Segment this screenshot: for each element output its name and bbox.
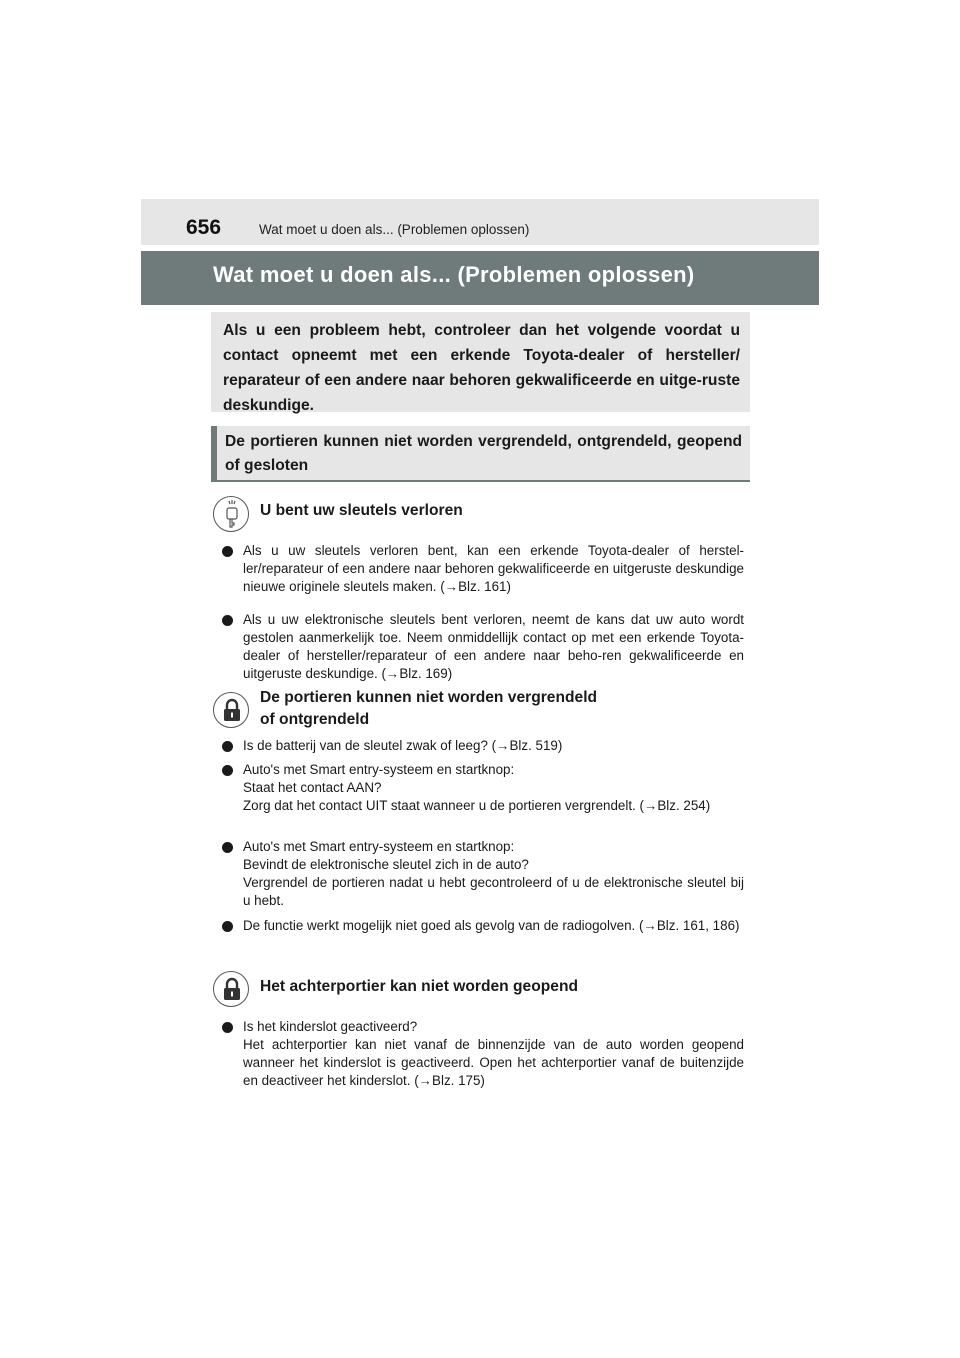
list-item: De functie werkt mogelijk niet goed als gevolg van de radiogolven. (→Blz. 161, 186) xyxy=(222,917,744,935)
bullet-icon xyxy=(222,1022,233,1033)
bullet-icon xyxy=(222,546,233,557)
running-header-title: Wat moet u doen als... (Problemen oplossen) xyxy=(259,222,530,237)
bullet-icon xyxy=(222,842,233,853)
bullet-icon xyxy=(222,765,233,776)
intro-box xyxy=(211,312,750,412)
topic-heading-lost-keys: U bent uw sleutels verloren xyxy=(260,502,463,519)
section-heading-box xyxy=(211,426,750,482)
list-item: Auto's met Smart entry-systeem en startknop: Staat het contact AAN? Zorg dat het contact UIT staat wanneer u de portieren vergrendelt. (→Blz. 254) xyxy=(222,761,744,815)
bullet-icon xyxy=(222,615,233,626)
intro-text: Als u een probleem hebt, controleer dan het volgende voordat u contact opneemt met een erkende Toyota-dealer of hersteller/ reparateur of een andere naar behoren gekwalificeerde en uitge-ruste deskundige. xyxy=(223,322,740,414)
page-number: 656 xyxy=(186,216,222,239)
list-item: Is de batterij van de sleutel zwak of leeg? (→Blz. 519) xyxy=(222,737,744,755)
bullet-icon xyxy=(222,921,233,932)
list-item: Auto's met Smart entry-systeem en startknop: Bevindt de elektronische sleutel zich in de auto? Vergrendel de portieren nadat u hebt gecontroleerd of u de elektronische sleutel bij u hebt. xyxy=(222,838,744,910)
topic-heading-back-door: Het achterportier kan niet worden geopend xyxy=(260,978,578,995)
topic-heading-doors-lock: De portieren kunnen niet worden vergrendeld of ontgrendeld xyxy=(260,689,598,728)
list-item: Is het kinderslot geactiveerd? Het achterportier kan niet vanaf de binnenzijde van de auto worden geopend wanneer het kinderslot is geactiveerd. Open het achterportier vanaf de buitenzijde en deactiveer het kinderslot. (→Blz. 175) xyxy=(222,1018,744,1090)
list-item: Als u uw elektronische sleutels bent verloren, neemt de kans dat uw auto wordt gestolen aanmerkelijk toe. Neem onmiddellijk contact op met een erkende Toyota-dealer of hersteller/reparateur of een andere naar beho-ren gekwalificeerde en uitgeruste deskundige. (→Blz. 169) xyxy=(222,611,744,683)
lock-icon xyxy=(213,692,249,728)
bullet-icon xyxy=(222,741,233,752)
key-icon xyxy=(213,496,249,532)
chapter-title: Wat moet u doen als... (Problemen oplossen) xyxy=(213,262,695,287)
section-heading: De portieren kunnen niet worden vergrendeld, ontgrendeld, geopend of gesloten xyxy=(225,433,742,474)
lock-icon xyxy=(213,971,249,1007)
list-item: Als u uw sleutels verloren bent, kan een erkende Toyota-dealer of herstel-ler/reparateur of een andere naar behoren gekwalificeerde en uitgeruste deskundige nieuwe originele sleutels maken. (→Blz. 161) xyxy=(222,542,744,596)
